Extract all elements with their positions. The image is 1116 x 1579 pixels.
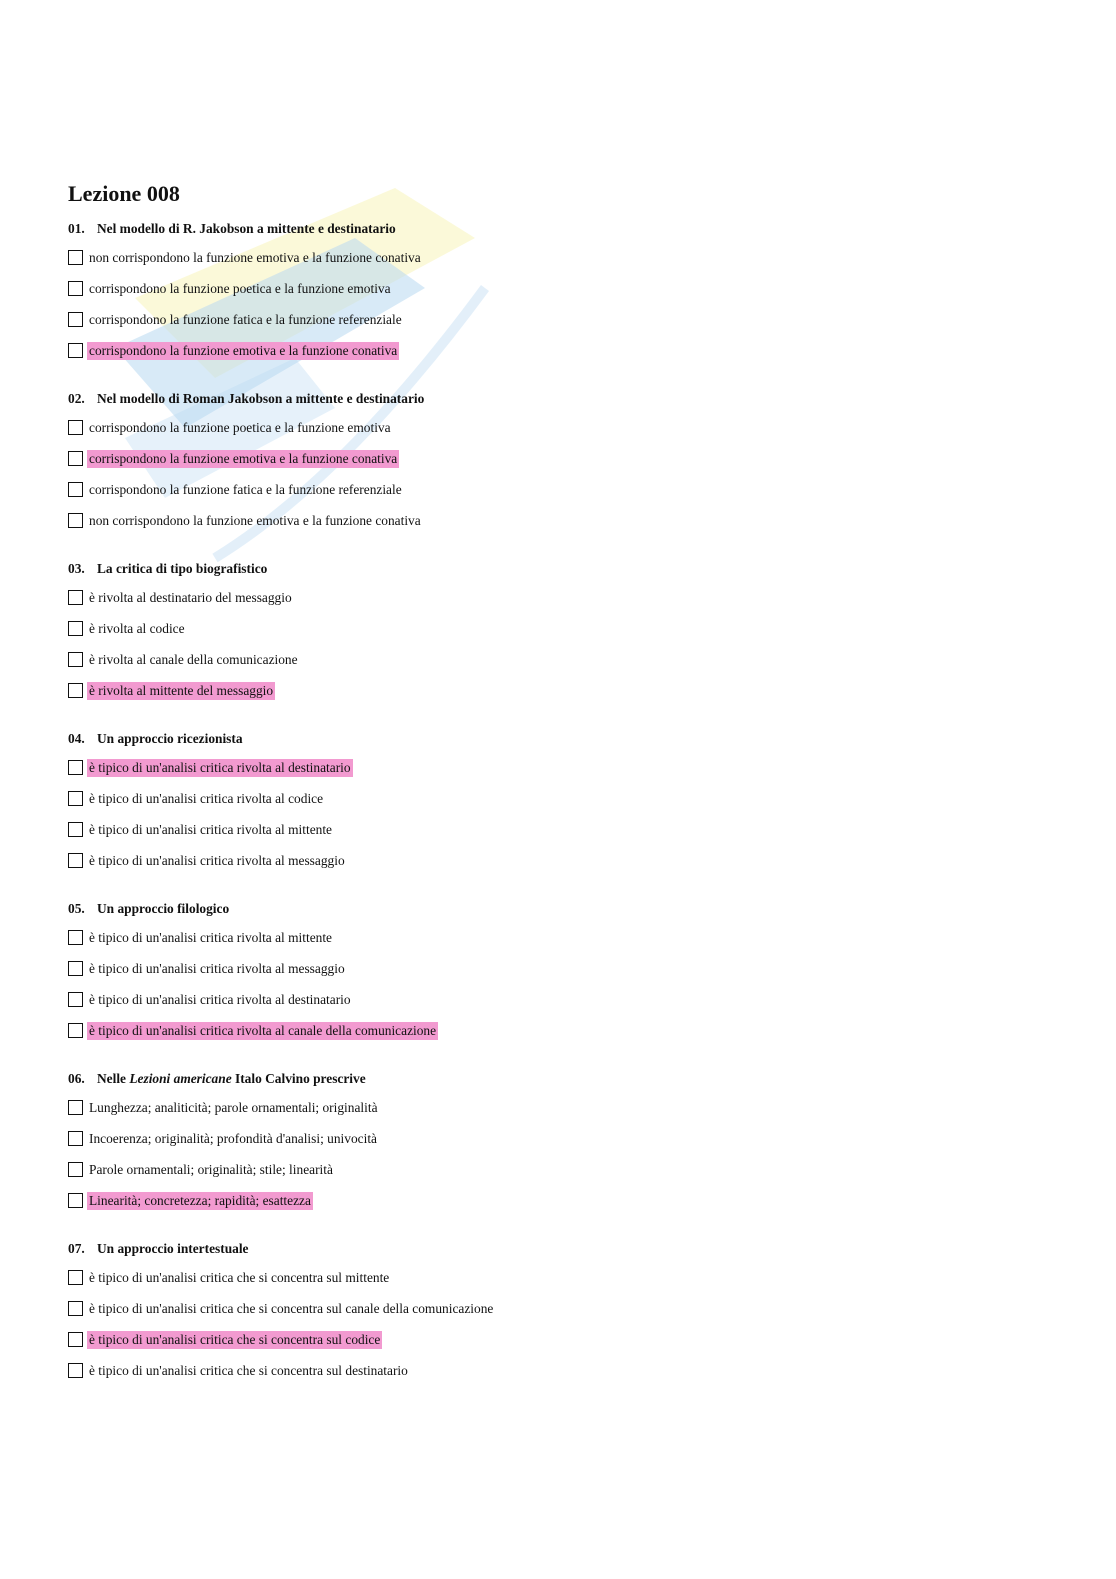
checkbox-icon[interactable]	[68, 513, 83, 528]
checkbox-icon[interactable]	[68, 621, 83, 636]
checkbox-icon[interactable]	[68, 791, 83, 806]
checkbox-icon[interactable]	[68, 1363, 83, 1378]
question-number: 03.	[68, 561, 85, 576]
answer-text-highlighted: corrispondono la funzione emotiva e la funzione conativa	[89, 450, 398, 466]
question-text: La critica di tipo biografistico	[97, 561, 268, 576]
question-spacer	[68, 536, 1048, 550]
answer-option[interactable]	[68, 412, 1048, 443]
answer-text: è tipico di un'analisi critica che si concentra sul destinatario	[89, 1362, 408, 1378]
answer-text-highlighted: corrispondono la funzione emotiva e la funzione conativa	[89, 342, 398, 358]
answer-option[interactable]	[68, 1015, 1048, 1046]
answer-text: Parole ornamentali; originalità; stile; linearità	[89, 1161, 333, 1177]
checkbox-icon[interactable]	[68, 992, 83, 1007]
question-spacer	[68, 1216, 1048, 1230]
question-6	[68, 1070, 1048, 1230]
answer-text: non corrispondono la funzione emotiva e la funzione conativa	[89, 249, 421, 265]
checkbox-icon[interactable]	[68, 652, 83, 667]
checkbox-icon[interactable]	[68, 590, 83, 605]
answer-text: è tipico di un'analisi critica che si concentra sul mittente	[89, 1269, 390, 1285]
checkbox-icon[interactable]	[68, 1332, 83, 1347]
question-heading	[68, 1240, 1048, 1258]
question-4	[68, 730, 1048, 890]
answer-text: è tipico di un'analisi critica rivolta al messaggio	[89, 960, 345, 976]
checkbox-icon[interactable]	[68, 451, 83, 466]
question-number: 04.	[68, 731, 85, 746]
answer-text-highlighted: è tipico di un'analisi critica rivolta al canale della comunicazione	[89, 1022, 437, 1038]
question-text: Nel modello di R. Jakobson a mittente e destinatario	[97, 221, 396, 236]
answer-option[interactable]	[68, 242, 1048, 273]
answer-text-highlighted: è tipico di un'analisi critica che si concentra sul codice	[89, 1331, 381, 1347]
question-text: Un approccio intertestuale	[97, 1241, 249, 1256]
question-1	[68, 220, 1048, 380]
checkbox-icon[interactable]	[68, 1301, 83, 1316]
document-page	[68, 178, 1048, 1400]
question-5	[68, 900, 1048, 1060]
answer-text-highlighted: è tipico di un'analisi critica rivolta al destinatario	[89, 759, 351, 775]
checkbox-icon[interactable]	[68, 482, 83, 497]
answer-text: è tipico di un'analisi critica rivolta al messaggio	[89, 852, 345, 868]
lesson-title: Lezione 008	[68, 181, 180, 206]
question-spacer	[68, 1386, 1048, 1400]
answer-text: corrispondono la funzione fatica e la funzione referenziale	[89, 311, 402, 327]
question-spacer	[68, 366, 1048, 380]
checkbox-icon[interactable]	[68, 822, 83, 837]
answer-text: è tipico di un'analisi critica rivolta al mittente	[89, 929, 332, 945]
question-3	[68, 560, 1048, 720]
checkbox-icon[interactable]	[68, 312, 83, 327]
answer-text-highlighted: Linearità; concretezza; rapidità; esattezza	[89, 1192, 311, 1208]
answer-text: corrispondono la funzione fatica e la funzione referenziale	[89, 481, 402, 497]
question-heading	[68, 220, 1048, 238]
answer-option[interactable]	[68, 922, 1048, 953]
answer-option[interactable]	[68, 1262, 1048, 1293]
answer-option[interactable]	[68, 613, 1048, 644]
answer-option[interactable]	[68, 1324, 1048, 1355]
question-text-italic: Lezioni americane	[129, 1071, 232, 1086]
answer-option[interactable]	[68, 273, 1048, 304]
answer-option[interactable]	[68, 984, 1048, 1015]
question-text: Nelle Lezioni americane Italo Calvino prescrive	[97, 1071, 366, 1086]
answer-text-highlighted: è rivolta al mittente del messaggio	[89, 682, 274, 698]
answer-option[interactable]	[68, 1355, 1048, 1386]
answer-text: corrispondono la funzione poetica e la funzione emotiva	[89, 280, 391, 296]
answer-option[interactable]	[68, 443, 1048, 474]
checkbox-icon[interactable]	[68, 1162, 83, 1177]
checkbox-icon[interactable]	[68, 281, 83, 296]
checkbox-icon[interactable]	[68, 853, 83, 868]
question-heading	[68, 390, 1048, 408]
question-text: Un approccio ricezionista	[97, 731, 243, 746]
answer-text: è rivolta al codice	[89, 620, 185, 636]
answer-option[interactable]	[68, 845, 1048, 876]
answer-option[interactable]	[68, 335, 1048, 366]
answer-option[interactable]	[68, 1154, 1048, 1185]
question-spacer	[68, 876, 1048, 890]
question-number: 05.	[68, 901, 85, 916]
answer-option[interactable]	[68, 752, 1048, 783]
checkbox-icon[interactable]	[68, 683, 83, 698]
question-text: Un approccio filologico	[97, 901, 230, 916]
question-number: 01.	[68, 221, 85, 236]
question-heading	[68, 1070, 1048, 1088]
answer-text: non corrispondono la funzione emotiva e la funzione conativa	[89, 512, 421, 528]
answer-text: è tipico di un'analisi critica rivolta al codice	[89, 790, 324, 806]
checkbox-icon[interactable]	[68, 250, 83, 265]
question-list	[68, 220, 1048, 1400]
checkbox-icon[interactable]	[68, 961, 83, 976]
answer-option[interactable]	[68, 1293, 1048, 1324]
answer-option[interactable]	[68, 1092, 1048, 1123]
checkbox-icon[interactable]	[68, 760, 83, 775]
question-heading	[68, 900, 1048, 918]
checkbox-icon[interactable]	[68, 343, 83, 358]
answer-text: Incoerenza; originalità; profondità d'analisi; univocità	[89, 1130, 377, 1146]
checkbox-icon[interactable]	[68, 930, 83, 945]
question-7	[68, 1240, 1048, 1400]
checkbox-icon[interactable]	[68, 420, 83, 435]
checkbox-icon[interactable]	[68, 1131, 83, 1146]
answer-text: è rivolta al canale della comunicazione	[89, 651, 298, 667]
question-spacer	[68, 706, 1048, 720]
answer-option[interactable]	[68, 675, 1048, 706]
answer-option[interactable]	[68, 783, 1048, 814]
answer-option[interactable]	[68, 304, 1048, 335]
answer-option[interactable]	[68, 582, 1048, 613]
question-number: 02.	[68, 391, 85, 406]
checkbox-icon[interactable]	[68, 1193, 83, 1208]
question-heading	[68, 730, 1048, 748]
checkbox-icon[interactable]	[68, 1023, 83, 1038]
answer-option[interactable]	[68, 1123, 1048, 1154]
question-number: 06.	[68, 1071, 85, 1086]
question-number: 07.	[68, 1241, 85, 1256]
answer-option[interactable]	[68, 644, 1048, 675]
answer-option[interactable]	[68, 814, 1048, 845]
answer-option[interactable]	[68, 953, 1048, 984]
answer-text: Lunghezza; analiticità; parole ornamentali; originalità	[89, 1099, 378, 1115]
checkbox-icon[interactable]	[68, 1100, 83, 1115]
answer-text: è tipico di un'analisi critica rivolta al destinatario	[89, 991, 351, 1007]
question-text: Nel modello di Roman Jakobson a mittente e destinatario	[97, 391, 425, 406]
answer-text: è tipico di un'analisi critica rivolta al mittente	[89, 821, 332, 837]
answer-option[interactable]	[68, 1185, 1048, 1216]
question-2	[68, 390, 1048, 550]
checkbox-icon[interactable]	[68, 1270, 83, 1285]
answer-text: corrispondono la funzione poetica e la funzione emotiva	[89, 419, 391, 435]
answer-text: è tipico di un'analisi critica che si concentra sul canale della comunicazione	[89, 1300, 494, 1316]
question-heading	[68, 560, 1048, 578]
answer-text: è rivolta al destinatario del messaggio	[89, 589, 292, 605]
answer-option[interactable]	[68, 505, 1048, 536]
question-spacer	[68, 1046, 1048, 1060]
answer-option[interactable]	[68, 474, 1048, 505]
